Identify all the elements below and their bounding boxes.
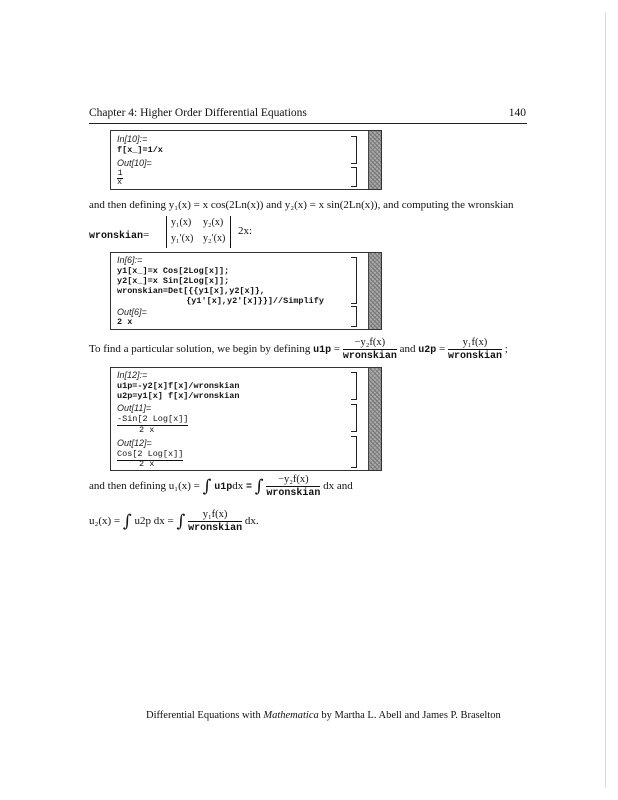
equals-sign: = (245, 482, 252, 494)
u2p-label: u2p (418, 345, 437, 357)
integral-sign: ∫ (254, 476, 264, 497)
output-value: 2 x (117, 317, 133, 327)
u2-fraction (188, 509, 242, 534)
chapter-title: Chapter 4: Higher Order Differential Equations (89, 107, 307, 119)
cell-bracket-output[interactable] (351, 167, 357, 187)
output-11-denominator: 2 x (139, 425, 155, 435)
u2p-dx-text: u2p dx = (134, 515, 174, 528)
output-denominator: x (117, 177, 123, 187)
paragraph-defining-u2 (89, 509, 259, 534)
integral-sign: ∫ (122, 511, 132, 532)
footer-tail: by Martha L. Abell and James P. Braselton (318, 710, 501, 721)
cell-bracket-output[interactable] (351, 306, 357, 327)
wronskian-result: 2x: (238, 225, 253, 237)
notebook-cell-2[interactable] (110, 252, 382, 330)
input-code[interactable]: f[x_]=1/x (117, 145, 163, 155)
matrix-cell-21: y₁′(x) (171, 233, 194, 244)
u1-fraction (266, 474, 320, 499)
cell-bracket-output-12[interactable] (351, 436, 357, 468)
cell-bracket-input[interactable] (351, 136, 357, 164)
footer-italic: Mathematica (263, 710, 319, 721)
paragraph-defining-u1 (89, 474, 353, 499)
and-text: and (399, 343, 416, 356)
fraction-numerator: y₁f(x) (448, 337, 502, 350)
equals-sign: = (143, 229, 150, 241)
input-code-line-3[interactable]: wronskian=Det[{{y1[x],y2[x]}, (117, 286, 265, 296)
output-label: Out[6]= (117, 307, 147, 317)
input-code-line-2[interactable]: u2p=y1[x] f[x]/wronskian (117, 391, 240, 401)
paragraph-text: and then defining u₁(x) = (89, 480, 200, 493)
semicolon: ; (504, 343, 508, 356)
fraction-denominator: wronskian (266, 488, 321, 499)
output-12-label: Out[12]= (117, 438, 152, 448)
integral-sign: ∫ (176, 511, 186, 532)
wronskian-definition (89, 225, 149, 243)
input-code-line-1[interactable]: u1p=-y2[x]f[x]/wronskian (117, 381, 240, 391)
running-head (89, 107, 526, 119)
paragraph-tail: dx and (323, 480, 353, 493)
output-11-numerator: -Sin[2 Log[x]] (117, 414, 189, 424)
integral-sign: ∫ (202, 476, 212, 497)
input-label: In[12]:= (117, 370, 148, 380)
u1p-label: u1p (214, 482, 233, 494)
output-label: Out[10]= (117, 158, 152, 168)
u2p-fraction (448, 337, 502, 362)
input-code-line-4[interactable]: {y1'[x],y2'[x]}}]//Simplify (125, 296, 324, 306)
wronskian-matrix (166, 216, 231, 248)
fraction-numerator: −y₂f(x) (343, 337, 397, 350)
cell-scrollbar[interactable] (368, 368, 381, 470)
input-label: In[10]:= (117, 134, 148, 144)
footer (146, 710, 501, 721)
footer-lead: Differential Equations with (146, 710, 264, 721)
fraction-numerator: −y₂f(x) (266, 474, 320, 487)
input-code-line-2[interactable]: y2[x_]=x Sin[2Log[x]]; (117, 276, 230, 286)
cell-bracket-input[interactable] (351, 372, 357, 400)
input-code-line-1[interactable]: y1[x_]=x Cos[2Log[x]]; (117, 266, 230, 276)
wronskian-label: wronskian (89, 231, 144, 242)
fraction-denominator: wronskian (447, 351, 502, 362)
output-12-denominator: 2 x (139, 459, 155, 469)
output-12-numerator: Cos[2 Log[x]] (117, 449, 184, 459)
u1p-label: u1p (313, 345, 332, 357)
output-11-label: Out[11]= (117, 403, 152, 413)
dx-text: dx (232, 480, 244, 493)
u1p-fraction (343, 337, 397, 362)
cell-scrollbar[interactable] (368, 253, 381, 329)
paragraph-particular-solution (89, 337, 508, 362)
equals-sign: = (438, 343, 446, 356)
page-number: 140 (508, 107, 526, 119)
paragraph-text: u₂(x) = (89, 515, 121, 528)
matrix-cell-22: y₂′(x) (203, 233, 226, 244)
cell-scrollbar[interactable] (368, 131, 381, 189)
header-rule (89, 123, 527, 124)
paragraph-tail: dx. (244, 515, 259, 528)
paragraph-text: To find a particular solution, we begin by defining (89, 343, 311, 356)
fraction-denominator: wronskian (342, 351, 397, 362)
paragraph-defining-y: and then defining y₁(x) = x cos(2Ln(x)) and y₂(x) = x sin(2Ln(x)), and computing the wronskian (89, 199, 514, 211)
equals-sign: = (333, 343, 341, 356)
matrix-cell-11: y₁(x) (171, 217, 192, 228)
page-edge (605, 12, 606, 788)
notebook-cell-3[interactable] (110, 367, 382, 471)
fraction-numerator: y₁f(x) (188, 509, 242, 522)
cell-bracket-input[interactable] (351, 257, 357, 304)
matrix-cell-12: y₂(x) (203, 217, 224, 228)
notebook-cell-1[interactable] (110, 130, 382, 190)
fraction-denominator: wronskian (188, 523, 243, 534)
input-label: In[6]:= (117, 255, 143, 265)
output-numerator: 1 (117, 168, 123, 178)
cell-bracket-output-11[interactable] (351, 404, 357, 432)
